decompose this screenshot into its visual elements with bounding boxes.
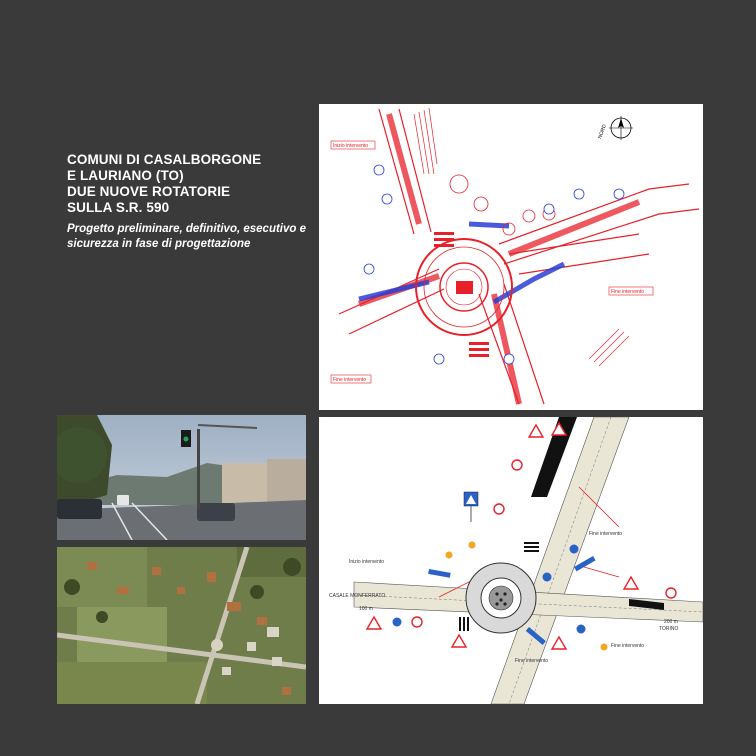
- torino-label: TORINO: [659, 626, 679, 632]
- casale-label: CASALE MONFERRATO: [329, 593, 386, 599]
- north-label: NORD: [597, 123, 608, 140]
- plan-bottom-start-label: Inizio intervento: [349, 559, 385, 565]
- plan-bottom-end-label-bottom: Fine intervento: [515, 658, 549, 664]
- project-subtitle: Progetto preliminare, definitivo, esecutivo e sicurezza in fase di progettazione: [67, 223, 307, 250]
- title-line-3: DUE NUOVE ROTATORIE: [67, 184, 231, 199]
- title-block: [67, 152, 307, 252]
- dist-left-label: 100 m: [359, 606, 373, 612]
- plan-top-start-label: Inizio intervento: [333, 143, 369, 149]
- title-line-2: E LAURIANO (TO): [67, 168, 184, 183]
- roundabout-plan-drawing: [319, 104, 703, 410]
- plan-top-end-label-right: Fine intervento: [611, 289, 645, 295]
- street-photo: [57, 415, 306, 540]
- aerial-photo: [57, 547, 306, 704]
- plan-top-end-label-bottom: Fine intervento: [333, 377, 367, 383]
- title-line-4: SULLA S.R. 590: [67, 200, 170, 215]
- plan-bottom-end-label-right: Fine intervento: [611, 643, 645, 649]
- title-line-1: COMUNI DI CASALBORGONE: [67, 152, 262, 167]
- plan-bottom-end-label-top: Fine intervento: [589, 531, 623, 537]
- signage-plan-drawing: [319, 417, 703, 704]
- dist-right-label: 200 m: [664, 619, 678, 625]
